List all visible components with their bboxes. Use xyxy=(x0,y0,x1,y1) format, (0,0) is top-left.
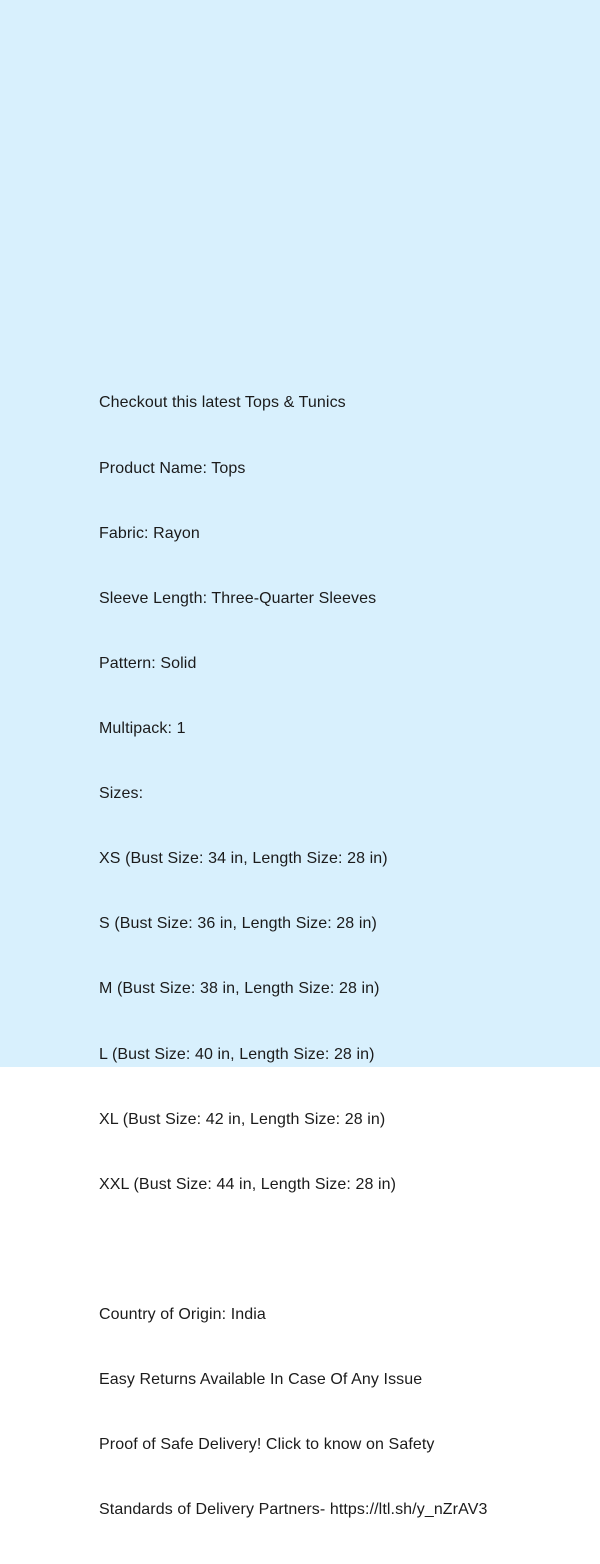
product-description-text xyxy=(99,349,487,1564)
product-multipack: Multipack: 1 xyxy=(99,719,186,737)
blank-line xyxy=(99,1239,487,1261)
country-of-origin: Country of Origin: India xyxy=(99,1305,266,1323)
size-row-s: S (Bust Size: 36 in, Length Size: 28 in) xyxy=(99,915,377,933)
product-intro: Checkout this latest Tops & Tunics xyxy=(99,394,346,412)
sizes-label: Sizes: xyxy=(99,785,144,803)
product-fabric: Fabric: Rayon xyxy=(99,524,200,542)
safety-info-line-1: Proof of Safe Delivery! Click to know on Safety xyxy=(99,1436,435,1454)
size-row-xl: XL (Bust Size: 42 in, Length Size: 28 in) xyxy=(99,1110,386,1128)
size-row-m: M (Bust Size: 38 in, Length Size: 28 in) xyxy=(99,980,380,998)
returns-info: Easy Returns Available In Case Of Any Issue xyxy=(99,1371,423,1389)
product-name: Product Name: Tops xyxy=(99,459,246,477)
safety-info-line-2: Standards of Delivery Partners- https://ltl.sh/y_nZrAV3 xyxy=(99,1501,488,1519)
size-row-xxl: XXL (Bust Size: 44 in, Length Size: 28 in) xyxy=(99,1175,397,1193)
size-row-l: L (Bust Size: 40 in, Length Size: 28 in) xyxy=(99,1045,375,1063)
product-sleeve-length: Sleeve Length: Three-Quarter Sleeves xyxy=(99,589,377,607)
product-pattern: Pattern: Solid xyxy=(99,654,197,672)
size-row-xs: XS (Bust Size: 34 in, Length Size: 28 in) xyxy=(99,850,388,868)
